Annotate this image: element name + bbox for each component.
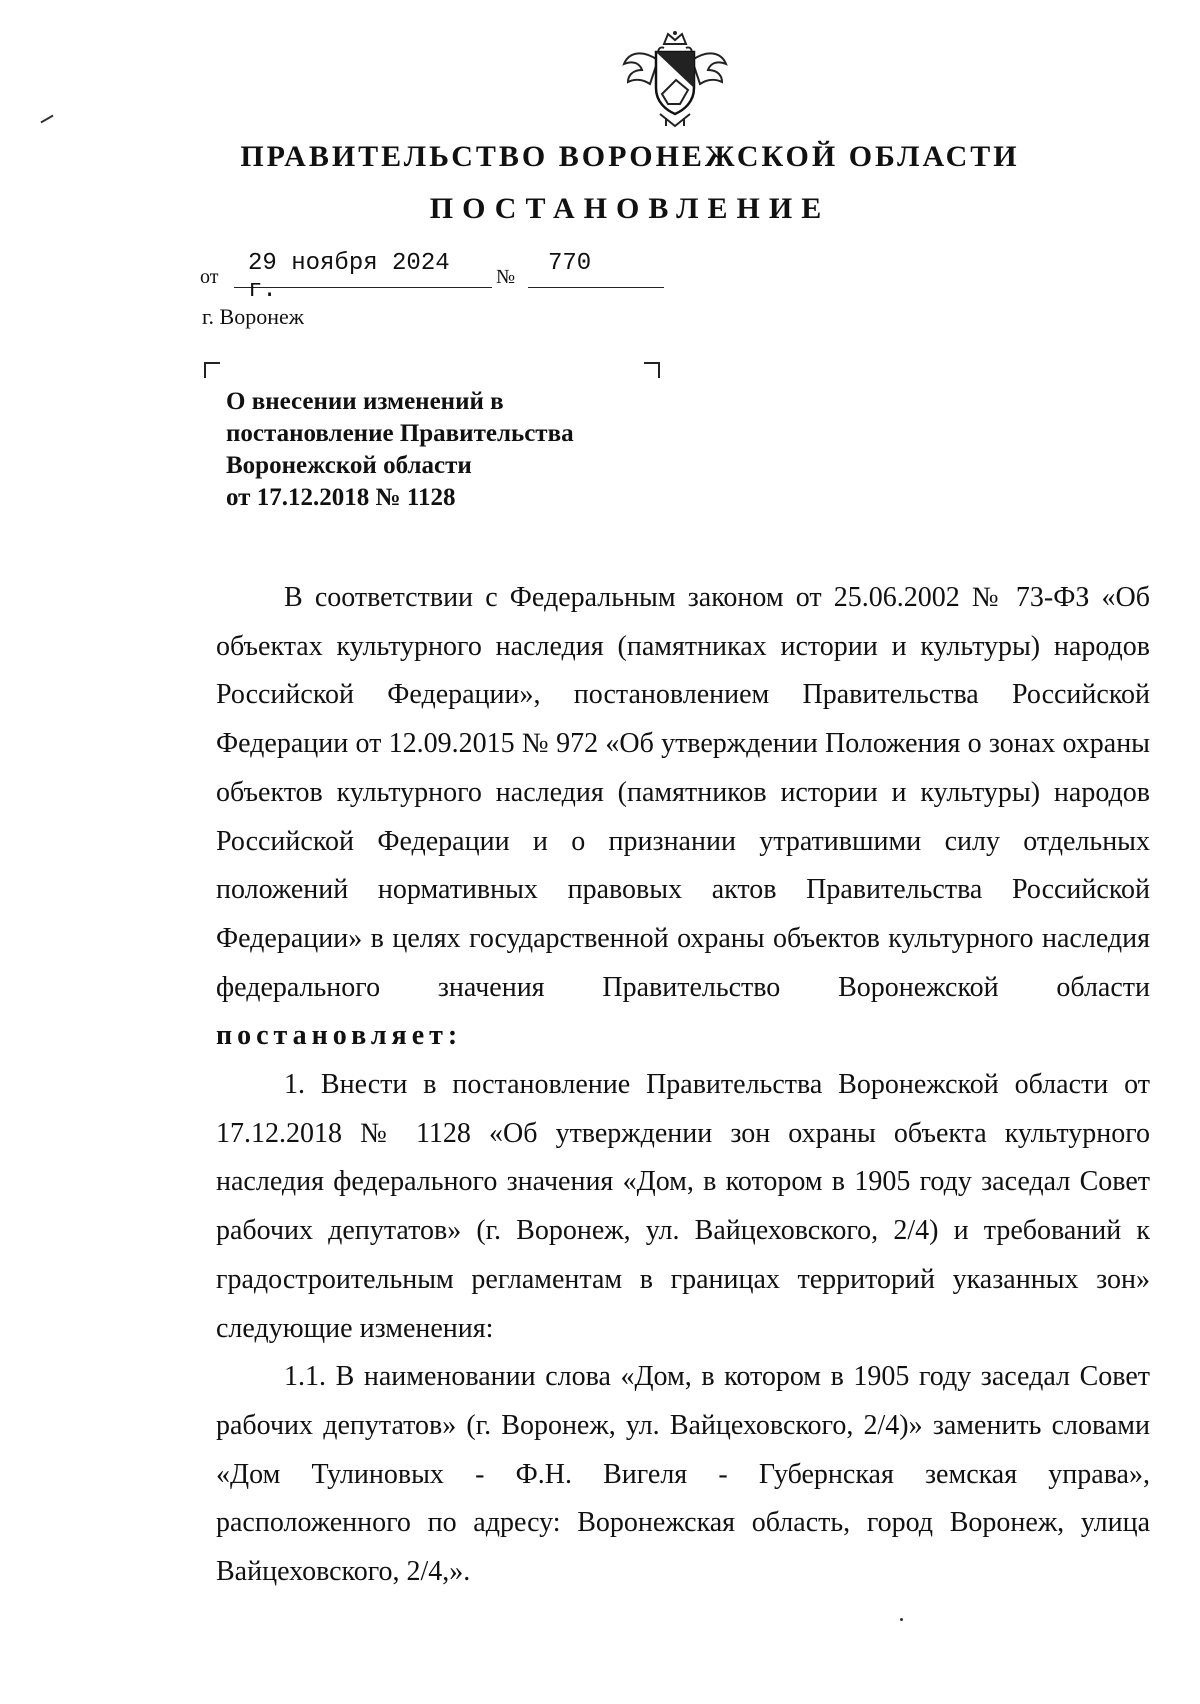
organization-name: ПРАВИТЕЛЬСТВО ВОРОНЕЖСКОЙ ОБЛАСТИ xyxy=(240,140,1020,173)
subject-bracket-right xyxy=(644,362,660,378)
paragraph-1: 1. Внести в постановление Правительства Воронежской области от 17.12.2018 № 1128 «Об утверждении зон охраны объекта культурного наследия федерального значения «Дом, в котором в 1905 году заседал Совет рабочих депутатов» (г. Воронеж, ул. Вайцеховского, 2/4) и требований к градостроительным регламентам в границах территорий указанных зон» следующие изменения: xyxy=(216,1069,1150,1344)
preamble-text: В соответствии с Федеральным законом от 25.06.2002 № 73-ФЗ «Об объектах культурного наследия (памятниках истории и культуры) народов Российской Федерации», постановлением Правительства Российской Федерации от 12.09.2015 № 972 «Об утверждении Положения о зонах охраны объектов культурного наследия (памятников истории и культуры) народов Российской Федерации и о признании утратившими силу отдельных положений нормативных правовых актов Правительства Российской Федерации» в целях государственной охраны объектов культурного наследия федерального значения Правительство Воронежской области xyxy=(216,582,1150,1003)
subject-line: постановление Правительства xyxy=(226,420,574,447)
document-subject xyxy=(226,386,726,514)
paragraph-1-1: 1.1. В наименовании слова «Дом, в котором в 1905 году заседал Совет рабочих депутатов» (г. Воронеж, ул. Вайцеховского, 2/4)» заменить словами «Дом Тулиновых - Ф.Н. Вигеля - Губернская земская управа», расположенного по адресу: Воронежская область, город Воронеж, улица Вайцеховского, 2/4,». xyxy=(216,1361,1150,1588)
number-prefix: № xyxy=(496,266,516,288)
coat-of-arms-icon xyxy=(620,30,730,130)
document-body xyxy=(216,574,1150,1597)
document-type: ПОСТАНОВЛЕНИЕ xyxy=(429,192,831,225)
document-date: 29 ноября 2024 г. xyxy=(234,250,492,288)
subject-line: Воронежской области xyxy=(226,452,472,479)
preamble-paragraph xyxy=(216,574,1150,1061)
date-prefix: от xyxy=(200,266,219,288)
subject-bracket-left xyxy=(204,362,220,378)
scan-dot-mark xyxy=(900,1618,903,1621)
subject-line: от 17.12.2018 № 1128 xyxy=(226,484,456,511)
document-number: 770 xyxy=(528,250,664,288)
city: г. Воронеж xyxy=(202,304,304,329)
scan-pen-mark xyxy=(40,115,53,124)
decree-word: постановляет: xyxy=(216,1020,463,1052)
subject-line: О внесении изменений в xyxy=(226,388,504,415)
